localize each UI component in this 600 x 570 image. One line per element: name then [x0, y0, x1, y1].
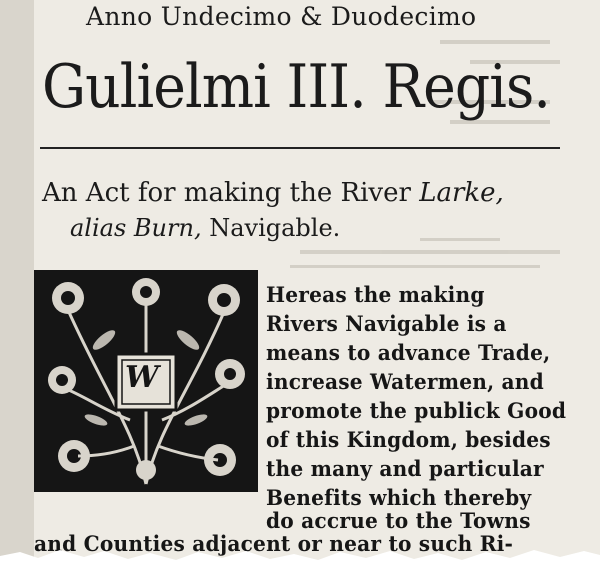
- body-line-7: the many and particular: [266, 456, 544, 481]
- body-line-3: means to advance Trade,: [266, 340, 551, 365]
- act-title-suffix: Navigable.: [201, 214, 341, 242]
- body-line-1: Hereas the making: [266, 282, 485, 307]
- body-line-2: Rivers Navigable is a: [266, 311, 507, 336]
- body-line-6: of this Kingdom, besides: [266, 427, 551, 452]
- torn-paper-edge: [0, 530, 600, 570]
- body-line-5: promote the publick Good: [266, 398, 567, 423]
- body-line-8: Benefits which thereby: [266, 485, 532, 510]
- header-monarch-title: Gulielmi III. Regis.: [42, 52, 551, 122]
- act-title-alias: alias Burn,: [70, 214, 202, 242]
- act-title-line-2: [70, 214, 340, 242]
- act-title-prefix: An Act for making the River: [42, 178, 420, 208]
- act-title-line-1: [42, 178, 504, 208]
- act-title-river: Larke,: [419, 178, 504, 208]
- body-line-9: do accrue to the Towns: [266, 508, 531, 533]
- header-divider: [40, 147, 560, 149]
- header-year-line: Anno Undecimo & Duodecimo: [86, 2, 477, 31]
- body-line-4: increase Watermen, and: [266, 369, 544, 394]
- body-line-10: and Counties adjacent or near to such Ri-: [34, 531, 514, 556]
- woodcut-initial-letter: W: [125, 360, 159, 395]
